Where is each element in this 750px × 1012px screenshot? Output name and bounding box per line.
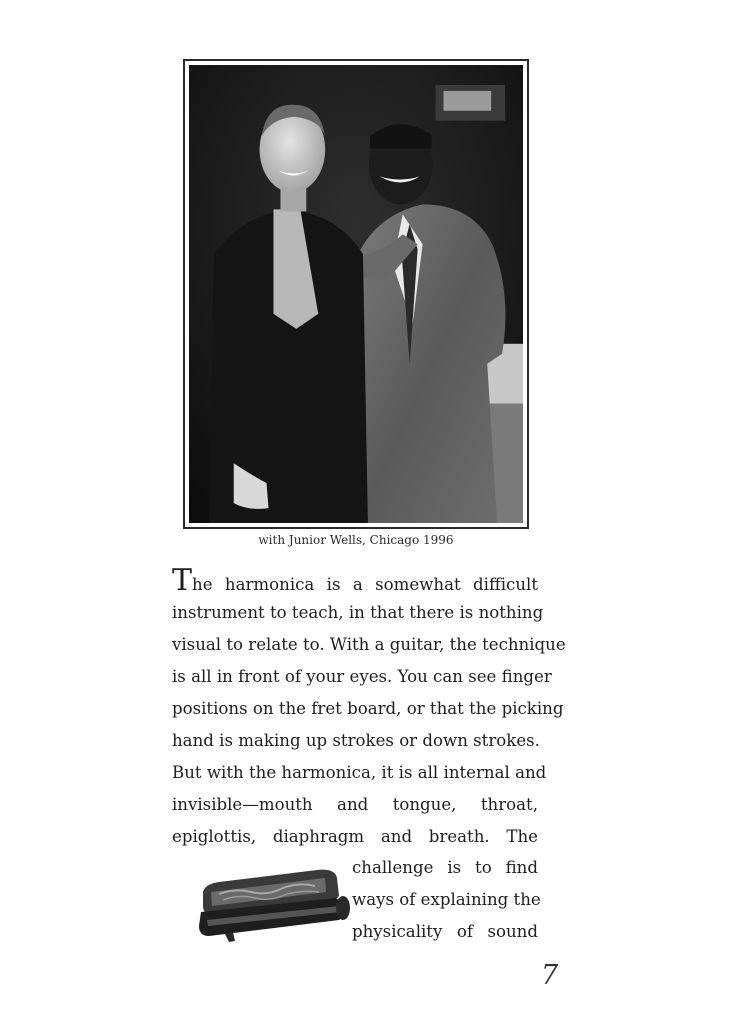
body-line-8: invisible—mouth and tongue, throat, (172, 795, 538, 814)
body-line-7: But with the harmonica, it is all internal and (172, 763, 547, 782)
photo-caption: with Junior Wells, Chicago 1996 (258, 533, 454, 547)
body-line-3: visual to relate to. With a guitar, the technique (172, 635, 566, 654)
harmonica-illustration (195, 862, 355, 944)
page-number: 7 (541, 960, 559, 991)
photograph (189, 65, 523, 523)
body-line-11: ways of explaining the (352, 890, 541, 909)
body-line-10: challenge is to find (352, 858, 538, 877)
body-line-1 (172, 563, 538, 598)
body-line-9: epiglottis, diaphragm and breath. The (172, 827, 538, 846)
line-text: he harmonica is a somewhat difficult (192, 575, 538, 594)
body-line-4: is all in front of your eyes. You can see finger (172, 667, 552, 686)
photo-frame (183, 59, 529, 529)
body-line-6: hand is making up strokes or down strokes. (172, 731, 540, 750)
body-line-2: instrument to teach, in that there is nothing (172, 603, 544, 622)
body-line-5: positions on the fret board, or that the picking (172, 699, 564, 718)
drop-cap: T (172, 563, 193, 598)
body-line-12: physicality of sound (352, 922, 538, 941)
